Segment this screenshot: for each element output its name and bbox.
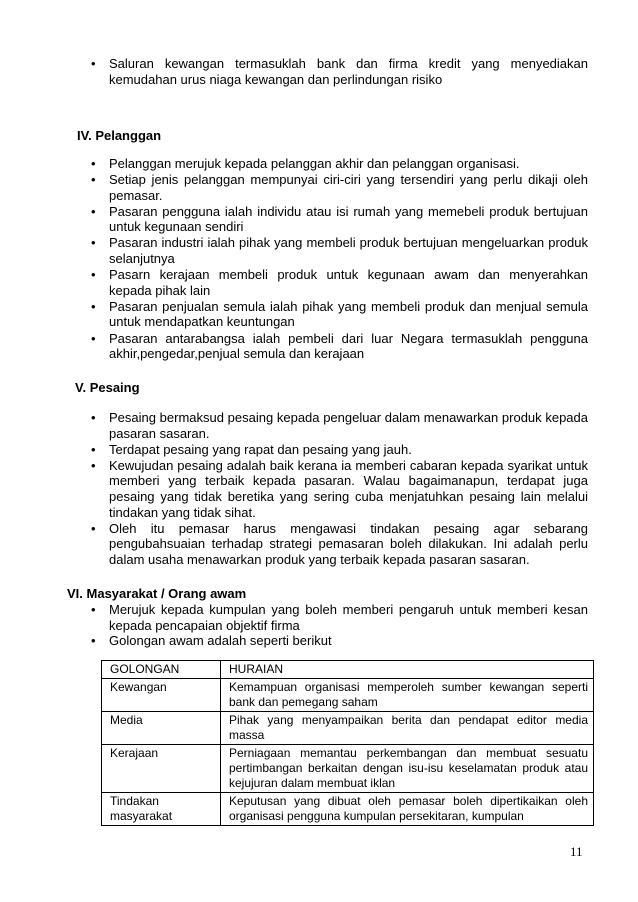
list-item: • Pasaran industri ialah pihak yang membeli produk bertujuan mengeluarkan produk selanjutnya — [91, 235, 588, 266]
header-cell-golongan: GOLONGAN — [102, 661, 221, 679]
list-item: • Pasaran penjualan semula ialah pihak yang membeli produk dan menjual semula untuk mendapatkan keuntungan — [91, 299, 588, 330]
list-item: • Pesaing bermaksud pesaing kepada pengeluar dalam menawarkan produk kepada pasaran sasaran. — [91, 410, 588, 441]
table-cell: Kewangan — [102, 679, 221, 712]
section-v-list — [91, 410, 588, 568]
list-item: • Terdapat pesaing yang rapat dan pesaing yang jauh. — [91, 442, 588, 458]
list-item: • Pasaran antarabangsa ialah pembeli dari luar Negara termasuklah pengguna akhir,pengedar,penjual semula dan kerajaan — [91, 331, 588, 362]
table-cell: Keputusan yang dibuat oleh pemasar boleh dipertikaikan oleh organisasi pengguna kumpulan persekitaran, kumpulan — [221, 793, 594, 826]
table-row — [102, 745, 594, 793]
table-cell: Kemampuan organisasi memperoleh sumber kewangan seperti bank dan pemegang saham — [221, 679, 594, 712]
list-item: • Merujuk kepada kumpulan yang boleh memberi pengaruh untuk memberi kesan kepada pencapaian objektif firma — [91, 602, 588, 633]
table-row — [102, 712, 594, 745]
table-cell: Kerajaan — [102, 745, 221, 793]
table-clip — [95, 655, 605, 831]
table-cell: Pihak yang menyampaikan berita dan pendapat editor media massa — [221, 712, 594, 745]
table-cell: Media — [102, 712, 221, 745]
list-item: • Oleh itu pemasar harus mengawasi tindakan pesaing agar sebarang pengubahsuaian terhadap strategi pemasaran boleh dilakukan. Ini adalah perlu dalam usaha menawarkan produk yang terbaik kepada pasaran sasaran. — [91, 521, 588, 568]
page-number: 11 — [570, 844, 583, 859]
section-v-heading: V. Pesaing — [75, 380, 140, 395]
table-header-row — [102, 661, 594, 679]
table-row — [102, 793, 594, 826]
list-item: • Pasarn kerajaan membeli produk untuk kegunaan awam dan menyerahkan kepada pihak lain — [91, 267, 588, 298]
header-cell-huraian: HURAIAN — [221, 661, 594, 679]
list-item: • Golongan awam adalah seperti berikut — [91, 633, 588, 649]
list-item: • Kewujudan pesaing adalah baik kerana ia memberi cabaran kepada syarikat untuk memberi yang terbaik kepada pasaran. Walau bagaimanapun, terdapat juga pesaing yang tidak beretika yang sering cuba menjatuhkan pesaing lain melalui tindakan yang tidak sihat. — [91, 458, 588, 520]
intro-list — [91, 56, 588, 87]
table-cell: Tindakan masyarakat — [102, 793, 221, 826]
section-vi-heading: VI. Masyarakat / Orang awam — [67, 586, 247, 601]
list-item: • Saluran kewangan termasuklah bank dan firma kredit yang menyediakan kemudahan urus niaga kewangan dan perlindungan risiko — [91, 56, 588, 87]
list-item: • Setiap jenis pelanggan mempunyai ciri-ciri yang tersendiri yang perlu dikaji oleh pemasar. — [91, 172, 588, 203]
golongan-table — [101, 660, 594, 826]
table-row — [102, 679, 594, 712]
section-iv-heading: IV. Pelanggan — [77, 128, 162, 143]
section-iv-list — [91, 156, 588, 362]
list-item: • Pasaran pengguna ialah individu atau isi rumah yang memebeli produk bertujuan untuk kegunaan sendiri — [91, 204, 588, 235]
list-item: • Pelanggan merujuk kepada pelanggan akhir dan pelanggan organisasi. — [91, 156, 588, 172]
table-cell: Perniagaan memantau perkembangan dan membuat sesuatu pertimbangan berkaitan dengan isu-isu keselamatan produk atau kejujuran dalam membuat iklan — [221, 745, 594, 793]
section-vi-list — [91, 602, 588, 649]
